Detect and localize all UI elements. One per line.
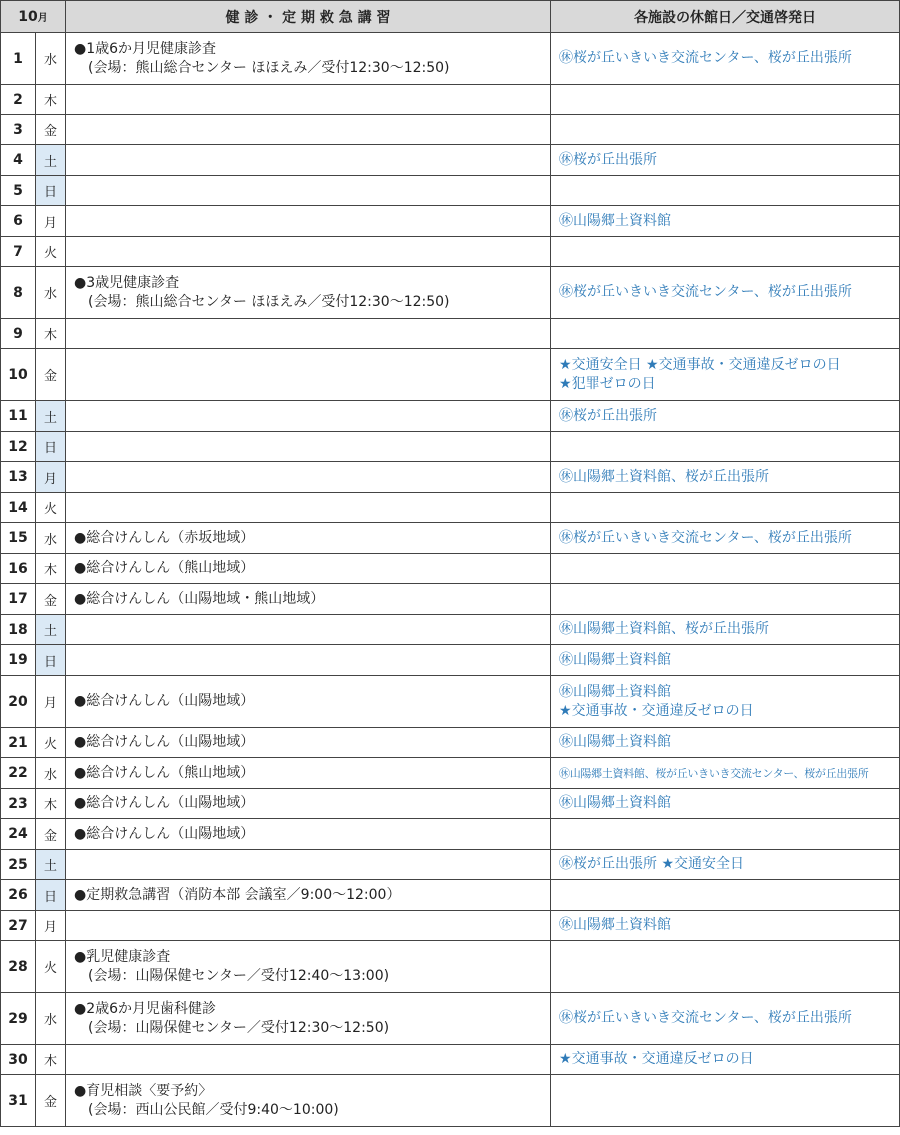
event-cell (66, 237, 551, 267)
facility-column-header: 各施設の休館日／交通啓発日 (551, 1, 900, 33)
event-cell (66, 554, 551, 584)
table-row (1, 880, 900, 911)
day-of-week: 水 (36, 523, 66, 554)
day-number: 31 (1, 1075, 36, 1127)
event-cell (66, 85, 551, 115)
table-row (1, 462, 900, 493)
event-title: ●育児相談〈要予約〉 (74, 1082, 213, 1099)
facility-cell (551, 267, 900, 319)
event-cell (66, 462, 551, 493)
event-cell (66, 645, 551, 676)
facility-cell (551, 554, 900, 584)
event-title: ●総合けんしん（山陽地域） (74, 693, 255, 709)
day-of-week: 火 (36, 493, 66, 523)
event-cell (66, 493, 551, 523)
facility-cell (551, 615, 900, 645)
facility-cell (551, 493, 900, 523)
event-title: ●乳児健康診査 (74, 948, 171, 965)
event-cell (66, 615, 551, 645)
day-of-week: 木 (36, 319, 66, 349)
event-title: ●総合けんしん（山陽地域） (74, 825, 255, 842)
facility-cell (551, 115, 900, 145)
event-venue: (会場：山陽保健センター／受付12:40〜13:00) (88, 967, 390, 984)
facility-note: ㊡山陽郷土資料館 (559, 734, 672, 750)
facility-note: ㊡桜が丘出張所 (559, 407, 658, 424)
day-number: 5 (1, 176, 36, 206)
event-title: ●総合けんしん（熊山地域） (74, 764, 255, 781)
day-of-week: 月 (36, 911, 66, 941)
table-row (1, 728, 900, 758)
facility-cell (551, 145, 900, 176)
day-number: 9 (1, 319, 36, 349)
event-cell (66, 941, 551, 993)
table-row (1, 676, 900, 728)
facility-note: ㊡山陽郷土資料館 (559, 917, 672, 933)
day-number: 12 (1, 432, 36, 462)
facility-cell (551, 1045, 900, 1075)
table-row (1, 911, 900, 941)
facility-cell (551, 1075, 900, 1127)
day-of-week: 水 (36, 33, 66, 85)
day-of-week: 月 (36, 206, 66, 237)
table-row (1, 267, 900, 319)
event-cell (66, 728, 551, 758)
day-number: 1 (1, 33, 36, 85)
facility-note: ★交通事故・交通違反ゼロの日 (559, 1051, 754, 1067)
table-row (1, 789, 900, 819)
facility-note: ★交通事故・交通違反ゼロの日 (559, 702, 754, 719)
day-of-week: 木 (36, 85, 66, 115)
day-of-week: 木 (36, 789, 66, 819)
event-cell (66, 115, 551, 145)
facility-cell (551, 758, 900, 789)
event-title: ●2歳6か月児歯科健診 (74, 1000, 217, 1017)
facility-cell (551, 401, 900, 432)
day-number: 11 (1, 401, 36, 432)
day-number: 7 (1, 237, 36, 267)
facility-note: ㊡山陽郷土資料館、桜が丘いきいき交流センター、桜が丘出張所 (559, 766, 869, 780)
event-cell (66, 758, 551, 789)
day-number: 26 (1, 880, 36, 911)
day-number: 3 (1, 115, 36, 145)
table-row (1, 319, 900, 349)
event-cell (66, 819, 551, 850)
facility-note: ㊡桜が丘出張所 ★交通安全日 (559, 856, 745, 872)
table-row (1, 145, 900, 176)
day-of-week: 日 (36, 880, 66, 911)
facility-cell (551, 206, 900, 237)
facility-note: ㊡山陽郷土資料館、桜が丘出張所 (559, 468, 770, 485)
day-of-week: 土 (36, 850, 66, 880)
day-of-week: 日 (36, 432, 66, 462)
table-row (1, 993, 900, 1045)
day-of-week: 木 (36, 1045, 66, 1075)
facility-note: ㊡桜が丘いきいき交流センター、桜が丘出張所 (559, 284, 852, 300)
event-cell (66, 176, 551, 206)
day-of-week: 土 (36, 401, 66, 432)
event-cell (66, 676, 551, 728)
day-number: 30 (1, 1045, 36, 1075)
day-of-week: 水 (36, 993, 66, 1045)
event-title: ●定期救急講習（消防本部 会議室／9:00〜12:00） (74, 886, 401, 903)
facility-cell (551, 33, 900, 85)
facility-note: ㊡山陽郷土資料館 (559, 795, 672, 811)
table-row (1, 33, 900, 85)
day-number: 21 (1, 728, 36, 758)
event-cell (66, 1045, 551, 1075)
table-row (1, 85, 900, 115)
event-cell (66, 401, 551, 432)
event-title: ●総合けんしん（山陽地域・熊山地域） (74, 590, 325, 607)
day-of-week: 土 (36, 145, 66, 176)
facility-note: ㊡山陽郷土資料館 (559, 683, 672, 700)
facility-note: ㊡山陽郷土資料館 (559, 212, 672, 229)
day-number: 18 (1, 615, 36, 645)
facility-cell (551, 911, 900, 941)
table-row (1, 115, 900, 145)
day-of-week: 土 (36, 615, 66, 645)
day-of-week: 日 (36, 176, 66, 206)
facility-cell (551, 850, 900, 880)
table-row (1, 432, 900, 462)
event-venue: (会場：西山公民館／受付9:40〜10:00) (88, 1101, 339, 1118)
facility-cell (551, 819, 900, 850)
event-cell (66, 911, 551, 941)
event-venue: (会場：熊山総合センター ほほえみ／受付12:30〜12:50) (88, 59, 450, 76)
event-title: ●総合けんしん（山陽地域） (74, 795, 255, 811)
event-cell (66, 1075, 551, 1127)
facility-note: ㊡桜が丘いきいき交流センター、桜が丘出張所 (559, 1010, 852, 1026)
event-cell (66, 319, 551, 349)
day-number: 24 (1, 819, 36, 850)
day-number: 14 (1, 493, 36, 523)
event-title: ●総合けんしん（山陽地域） (74, 734, 255, 750)
table-row (1, 850, 900, 880)
header-row (1, 1, 900, 33)
facility-note: ㊡山陽郷土資料館、桜が丘出張所 (559, 621, 770, 637)
day-number: 28 (1, 941, 36, 993)
event-cell (66, 993, 551, 1045)
day-number: 8 (1, 267, 36, 319)
table-row (1, 1075, 900, 1127)
month-unit: 月 (37, 12, 48, 24)
table-row (1, 237, 900, 267)
event-venue: (会場：山陽保健センター／受付12:30〜12:50) (88, 1019, 390, 1036)
event-cell (66, 349, 551, 401)
event-column-header: 健 診 ・ 定 期 救 急 講 習 (66, 1, 551, 33)
facility-cell (551, 993, 900, 1045)
calendar-body (1, 33, 900, 1127)
day-of-week: 日 (36, 645, 66, 676)
day-number: 25 (1, 850, 36, 880)
facility-cell (551, 728, 900, 758)
facility-cell (551, 676, 900, 728)
day-number: 20 (1, 676, 36, 728)
day-of-week: 木 (36, 554, 66, 584)
event-cell (66, 432, 551, 462)
day-of-week: 金 (36, 1075, 66, 1127)
event-cell (66, 206, 551, 237)
table-row (1, 349, 900, 401)
facility-note: ★交通安全日 ★交通事故・交通違反ゼロの日 (559, 356, 841, 373)
table-row (1, 523, 900, 554)
facility-cell (551, 880, 900, 911)
facility-cell (551, 584, 900, 615)
facility-cell (551, 176, 900, 206)
table-row (1, 401, 900, 432)
table-row (1, 1045, 900, 1075)
facility-cell (551, 462, 900, 493)
table-row (1, 615, 900, 645)
table-row (1, 941, 900, 993)
day-number: 6 (1, 206, 36, 237)
facility-cell (551, 941, 900, 993)
facility-note: ㊡桜が丘出張所 (559, 151, 658, 168)
event-venue: (会場：熊山総合センター ほほえみ／受付12:30〜12:50) (88, 293, 450, 310)
facility-cell (551, 432, 900, 462)
facility-cell (551, 523, 900, 554)
facility-cell (551, 319, 900, 349)
day-number: 4 (1, 145, 36, 176)
day-number: 13 (1, 462, 36, 493)
event-title: ●総合けんしん（赤坂地域） (74, 529, 255, 546)
facility-note: ★犯罪ゼロの日 (559, 375, 656, 392)
facility-cell (551, 645, 900, 676)
event-title: ●総合けんしん（熊山地域） (74, 560, 255, 576)
facility-note: ㊡山陽郷土資料館 (559, 651, 672, 668)
month-header (1, 1, 66, 33)
day-of-week: 火 (36, 728, 66, 758)
day-of-week: 金 (36, 115, 66, 145)
day-number: 29 (1, 993, 36, 1045)
event-cell (66, 267, 551, 319)
month-number: 10 (18, 8, 38, 25)
facility-note: ㊡桜が丘いきいき交流センター、桜が丘出張所 (559, 529, 852, 546)
event-cell (66, 145, 551, 176)
day-of-week: 火 (36, 941, 66, 993)
day-number: 16 (1, 554, 36, 584)
day-of-week: 月 (36, 676, 66, 728)
table-row (1, 176, 900, 206)
day-number: 22 (1, 758, 36, 789)
day-number: 19 (1, 645, 36, 676)
day-of-week: 金 (36, 819, 66, 850)
table-row (1, 554, 900, 584)
table-row (1, 493, 900, 523)
event-title: ●1歳6か月児健康診査 (74, 40, 217, 57)
facility-cell (551, 85, 900, 115)
event-title: ●3歳児健康診査 (74, 274, 180, 291)
table-row (1, 584, 900, 615)
table-row (1, 206, 900, 237)
day-number: 2 (1, 85, 36, 115)
event-cell (66, 880, 551, 911)
day-number: 17 (1, 584, 36, 615)
day-of-week: 水 (36, 267, 66, 319)
event-cell (66, 789, 551, 819)
day-of-week: 金 (36, 349, 66, 401)
event-cell (66, 33, 551, 85)
day-of-week: 火 (36, 237, 66, 267)
table-row (1, 645, 900, 676)
event-cell (66, 850, 551, 880)
table-row (1, 758, 900, 789)
day-of-week: 月 (36, 462, 66, 493)
day-number: 10 (1, 349, 36, 401)
facility-note: ㊡桜が丘いきいき交流センター、桜が丘出張所 (559, 50, 852, 66)
table-row (1, 819, 900, 850)
day-number: 15 (1, 523, 36, 554)
facility-cell (551, 789, 900, 819)
day-of-week: 金 (36, 584, 66, 615)
event-cell (66, 584, 551, 615)
day-number: 23 (1, 789, 36, 819)
facility-cell (551, 237, 900, 267)
day-number: 27 (1, 911, 36, 941)
day-of-week: 水 (36, 758, 66, 789)
facility-cell (551, 349, 900, 401)
event-cell (66, 523, 551, 554)
